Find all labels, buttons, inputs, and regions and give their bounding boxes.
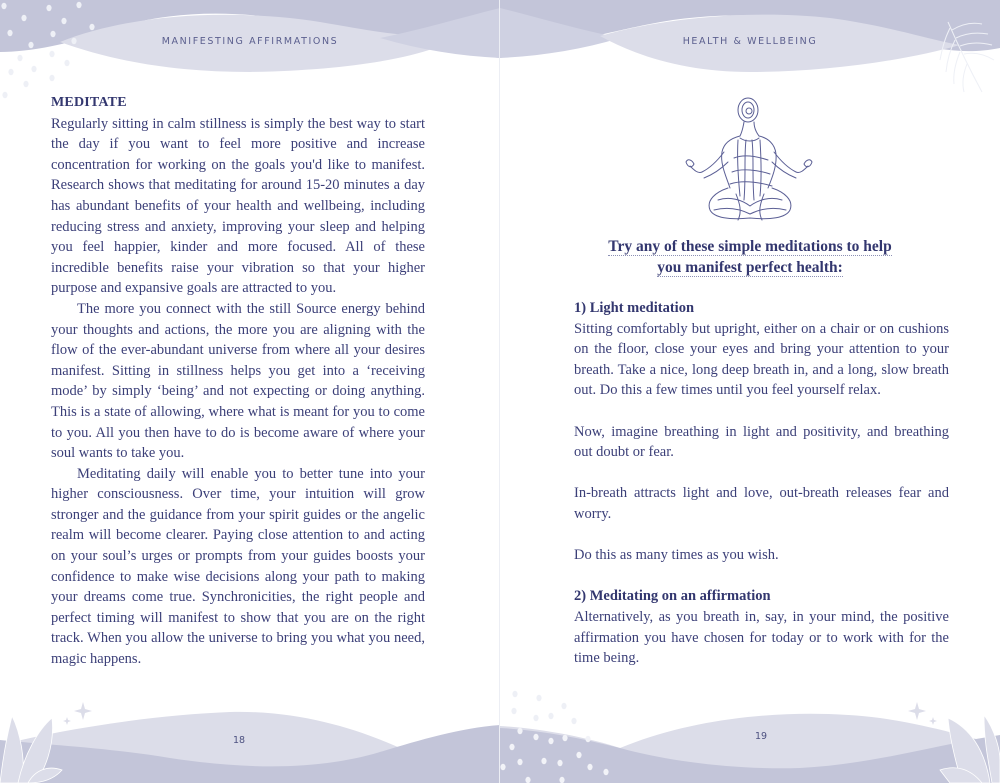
- running-head: MANIFESTING AFFIRMATIONS: [161, 36, 339, 47]
- page-number: 18: [232, 735, 246, 746]
- paragraph: Meditating daily will enable you to better tune into your higher consciousness. Over time, your intuition will grow stronger and the guidance from your spirit guides or the angelic realm will become clearer. Paying close attention to and acting on your soul’s urges or prompts from your guides boosts your confidence to make wise decisions along your path to making your dreams come true. Synchronicities, the right people and perfect timing will manifest to show that you are on the right track. When you allow the universe to bring you what you need, magic happens.: [51, 465, 425, 668]
- right-page: [500, 0, 1000, 783]
- spacer: [574, 401, 949, 422]
- left-page-body: [51, 93, 425, 670]
- dots-pattern-icon: [511, 691, 576, 724]
- paragraph: Do this as many times as you wish.: [574, 547, 779, 564]
- paragraph: Regularly sitting in calm stillness is simply the best way to start the day if you want to feel more positive and increase concentration for working on the goals you'd like to manifest. Research shows that meditating for around 15-20 minutes a day has abundant benefits of your health and wellbeing, including reducing stress and anxiety, improving your sleep and helping you feel happier, kinder and more focused. All of these incredible benefits raise your vibration so that your higher purpose and expansive goals are attracted to you.: [51, 115, 425, 297]
- right-page-body: [574, 298, 949, 669]
- callout-line-1: Try any of these simple meditations to help: [608, 238, 892, 255]
- meditating-figure-icon: [680, 96, 820, 226]
- spacer: [574, 566, 949, 587]
- running-head: HEALTH & WELLBEING: [682, 36, 818, 47]
- paragraph: Alternatively, as you breath in, say, in your mind, the positive affirmation you have chosen for today or to work with for the time being.: [574, 608, 949, 667]
- paragraph: In-breath attracts light and love, out-breath releases fear and worry.: [574, 485, 949, 522]
- spacer: [574, 463, 949, 484]
- section-title-light-meditation: 1) Light meditation: [574, 300, 695, 316]
- sparkle-icon: [908, 702, 937, 725]
- callout-heading: [540, 236, 960, 278]
- callout-line-2: you manifest perfect health:: [657, 259, 843, 276]
- section-heading: MEDITATE: [51, 95, 127, 110]
- book-spine-gutter: [499, 0, 500, 783]
- paragraph: Sitting comfortably but upright, either on a chair or on cushions on the floor, close your eyes and bring your attention to your breath. Take a nice, long deep breath in, and a long, slow breath out. Do this a few times until you feel yourself relax.: [574, 320, 949, 399]
- sparkle-icon: [63, 702, 92, 725]
- page-number: 19: [754, 731, 768, 742]
- paragraph: The more you connect with the still Source energy behind your thoughts and actions, the more you are aligning with the flow of the ever-abundant universe from where all your desires manifest. Sitting in stillness helps you get into a ‘receiving mode’ by simply ‘being’ and not expecting or doing anything. This is a state of allowing, where what is meant for you to come to you. All you then have to do is become aware of where your soul wants to take you.: [51, 300, 425, 462]
- spacer: [574, 525, 949, 546]
- section-title-affirmation: 2) Meditating on an affirmation: [574, 588, 771, 605]
- paragraph: Now, imagine breathing in light and positivity, and breathing out doubt or fear.: [574, 423, 949, 461]
